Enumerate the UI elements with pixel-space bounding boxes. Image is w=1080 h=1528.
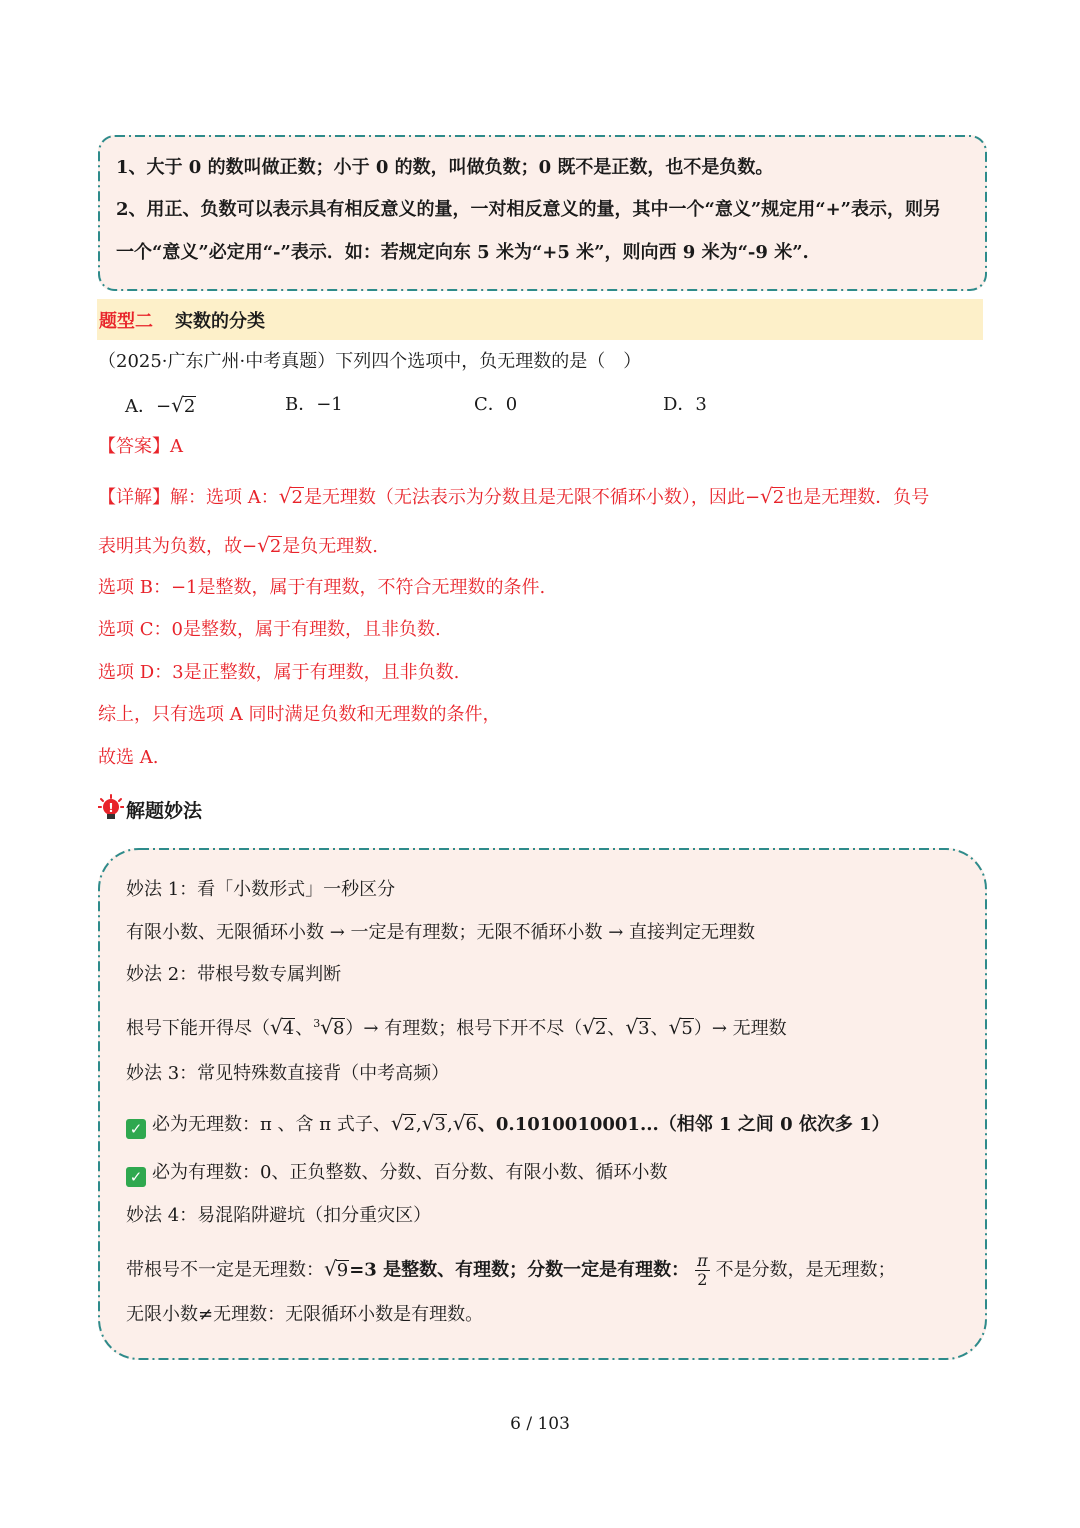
sqrt-icon: √ (324, 1256, 337, 1281)
root-index: 3 (313, 1017, 321, 1030)
answer (98, 434, 183, 460)
option-a-sign: − (156, 396, 172, 417)
separator: 、 (607, 1018, 626, 1039)
option-b: B．−1 (285, 394, 343, 415)
explain-text: 是负无理数. (282, 536, 379, 557)
sqrt-icon: √ (452, 1111, 466, 1135)
sqrt-icon: √ (390, 1111, 404, 1135)
tip-text: =3 是整数、有理数；分数一定是有理数： (349, 1259, 690, 1281)
tip-4-title: 妙法 4：易混陷阱避坑（扣分重灾区） (126, 1205, 432, 1226)
radicand: 2 (594, 1018, 607, 1039)
sqrt-icon: √ (421, 1111, 435, 1135)
question-stem: （2025·广东广州·中考真题）下列四个选项中，负无理数的是（ ） (98, 351, 642, 372)
radicand: 4 (282, 1018, 295, 1039)
sqrt-icon: √ (582, 1015, 595, 1039)
explain-text: 是无理数（无法表示为分数且是无限不循环小数），因此 (303, 487, 745, 508)
explain-text: 表明其为负数，故 (98, 536, 242, 557)
numerator: π (697, 1251, 708, 1270)
definition-line-3: 一个“意义”必定用“-”表示．如：若规定向东 5 米为“+5 米”，则向西 9 米为“-9 米”. (116, 242, 809, 263)
tip-3-rational (126, 1160, 667, 1187)
denominator: 2 (697, 1270, 708, 1289)
tip-text: 带根号不一定是无理数： (126, 1259, 324, 1281)
tip-text: ）→ 有理数；根号下开不尽（ (345, 1018, 583, 1039)
tip-1-title: 妙法 1：看「小数形式」一秒区分 (126, 879, 396, 900)
radicand: 9 (336, 1259, 349, 1281)
explain-option-d: 选项 D：3是正整数，属于有理数，且非负数. (98, 662, 460, 683)
sqrt-icon: √ (257, 533, 270, 557)
sqrt-icon: √ (278, 484, 292, 508)
tips-box (98, 848, 987, 1360)
explain-text: 也是无理数．负号 (785, 487, 930, 508)
tip-1-detail: 有限小数、无限循环小数 → 一定是有理数；无限不循环小数 → 直接判定无理数 (126, 922, 756, 943)
explain-line-2 (98, 532, 378, 560)
section-heading (97, 299, 983, 340)
separator: 、 (650, 1018, 669, 1039)
check-icon: ✓ (126, 1167, 146, 1187)
option-a-radicand: 2 (183, 396, 196, 417)
pi-over-2-fraction (695, 1252, 710, 1289)
tip-text: 不是分数，是无理数； (715, 1259, 896, 1281)
lightbulb-icon (98, 794, 124, 822)
explain-option-c: 选项 C：0是整数，属于有理数，且非负数. (98, 619, 441, 640)
sqrt-icon: √ (668, 1015, 682, 1039)
explain-text: 解：选项 A： (170, 487, 279, 508)
separator: 、 (295, 1018, 314, 1039)
section-tag: 题型二 (99, 311, 153, 332)
explain-final: 故选 A. (98, 747, 159, 768)
minus-sign: − (744, 487, 761, 508)
definition-line-2: 2、用正、负数可以表示具有相反意义的量，一对相反意义的量，其中一个“意义”规定用“+”表示，则另 (116, 199, 942, 220)
explain-label: 【详解】 (98, 487, 170, 508)
sqrt-icon: √ (625, 1015, 639, 1039)
radicand: 2 (291, 487, 303, 508)
explain-summary: 综上，只有选项 A 同时满足负数和无理数的条件， (98, 704, 501, 725)
sqrt-icon: √ (171, 393, 184, 417)
tip-4-note: 无限小数≠无理数：无限循环小数是有理数。 (126, 1304, 484, 1325)
radicand: 2 (772, 487, 785, 508)
section-title: 实数的分类 (175, 311, 265, 332)
tip-text: ）→ 无理数 (693, 1018, 787, 1039)
tip-4-detail (126, 1252, 896, 1289)
check-icon: ✓ (126, 1119, 146, 1139)
tips-title: 解题妙法 (126, 800, 203, 822)
sqrt-icon: √ (760, 484, 773, 508)
sqrt-icon: √ (270, 1015, 283, 1039)
tip-text: 必为有理数：0、正负整数、分数、百分数、有限小数、循环小数 (152, 1162, 668, 1183)
option-a (125, 392, 196, 420)
tip-3-irrational: ✓ 必为无理数：π 、含 π 式子、√2,√3,√6、0.1010010001...（相邻 1 之间 0 依次多 1） (126, 1110, 890, 1139)
answer-label: 【答案】 (98, 436, 170, 457)
tip-2-detail (126, 1011, 787, 1042)
tip-3-title: 妙法 3：常见特殊数直接背（中考高频） (126, 1063, 450, 1084)
explain-option-b: 选项 B：−1是整数，属于有理数，不符合无理数的条件. (98, 577, 546, 598)
svg-text:!: ! (108, 801, 114, 815)
tip-text: 、0.1010010001...（相邻 1 之间 0 依次多 1） (477, 1114, 890, 1135)
cube-root-icon: √ (320, 1015, 333, 1039)
radicand: 3 (638, 1018, 650, 1039)
minus-sign: − (242, 536, 258, 557)
definition-line-1: 1、大于 0 的数叫做正数；小于 0 的数，叫做负数；0 既不是正数，也不是负数。 (116, 157, 774, 178)
page-number: 6 / 103 (510, 1414, 570, 1434)
option-c: C．0 (474, 394, 518, 415)
tip-text: 根号下能开得尽（ (126, 1018, 270, 1039)
radicand: 2 (403, 1114, 416, 1135)
explain-line-1 (98, 483, 929, 511)
answer-value: A (170, 436, 183, 457)
radicand: 8 (332, 1018, 345, 1039)
radicand: 2 (269, 536, 282, 557)
option-d: D．3 (663, 394, 707, 415)
option-a-label: A． (125, 396, 156, 417)
radicand: 5 (681, 1018, 693, 1039)
radicand: 6 (465, 1114, 477, 1135)
definition-box (98, 135, 987, 291)
tip-text: 必为无理数：π 、含 π 式子、 (152, 1114, 391, 1135)
tip-2-title: 妙法 2：带根号数专属判断 (126, 964, 342, 985)
radicand: 3 (434, 1114, 446, 1135)
